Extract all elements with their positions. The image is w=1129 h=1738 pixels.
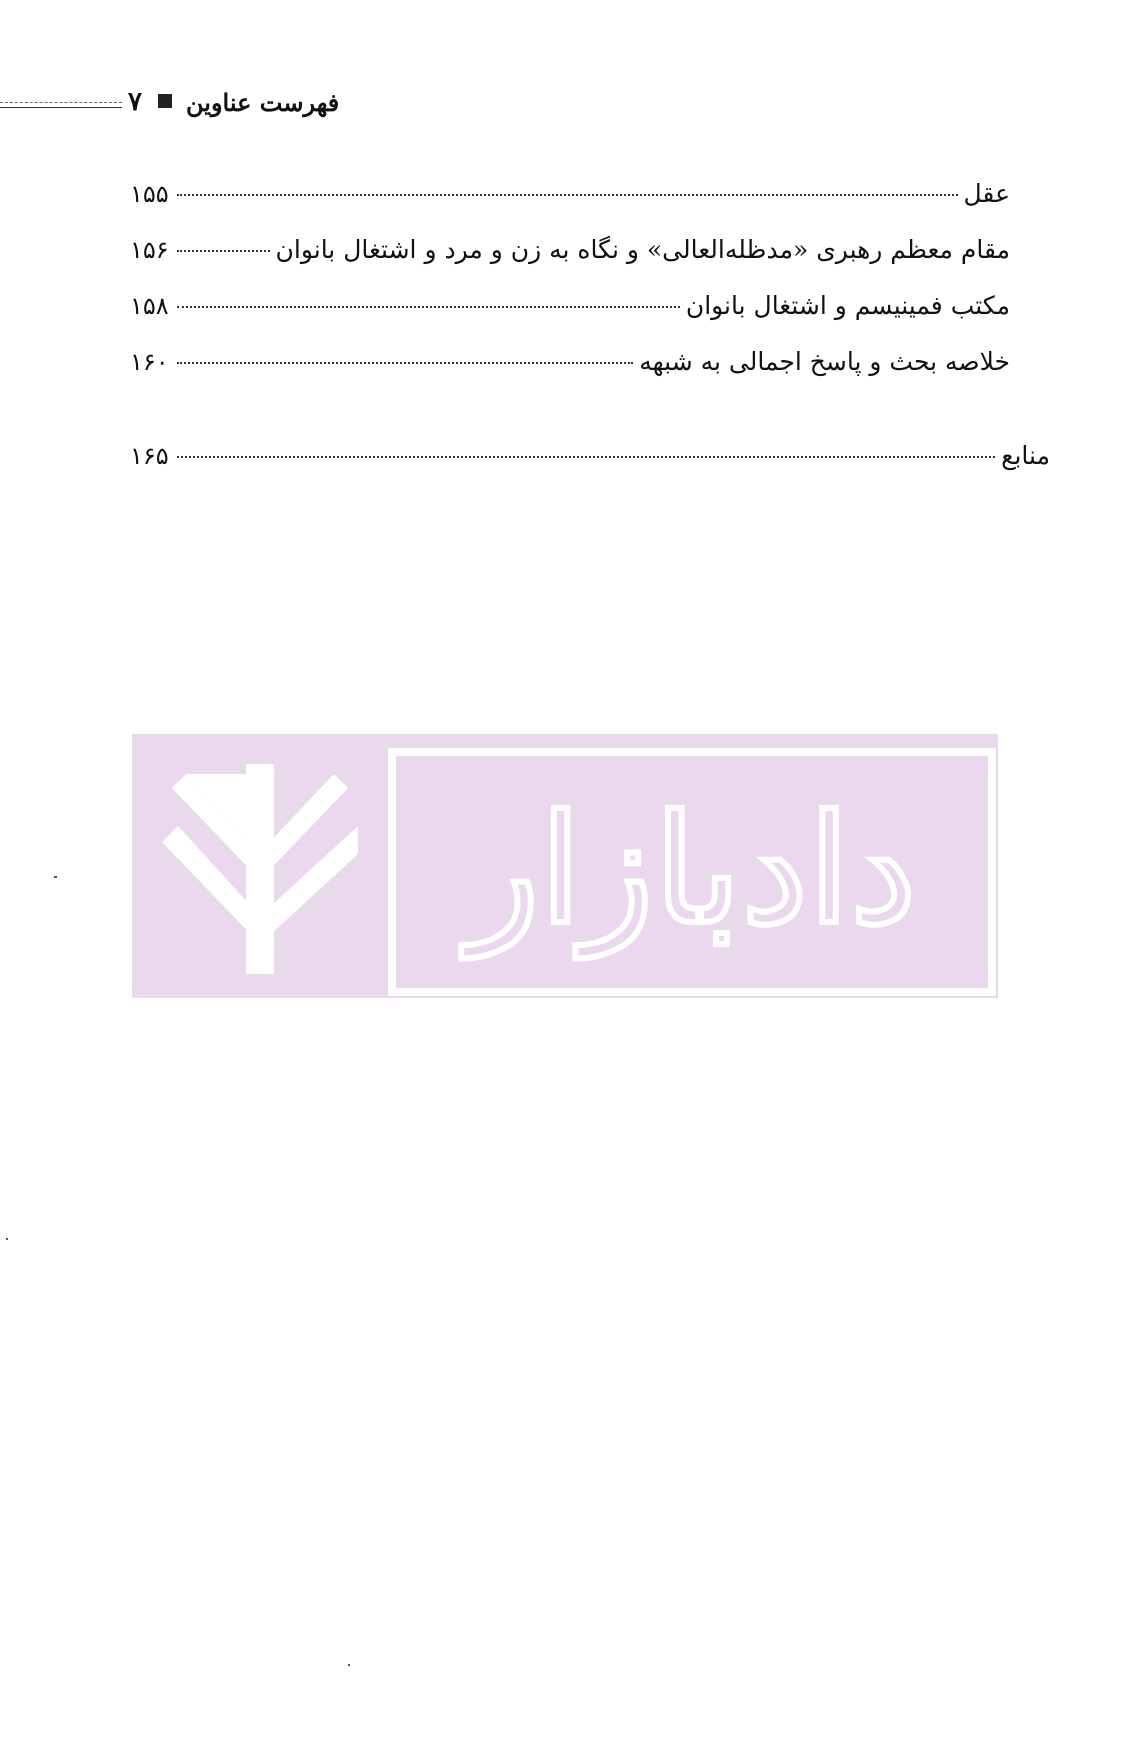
square-bullet-icon (158, 94, 172, 108)
scan-speck (54, 876, 57, 878)
toc-entry (130, 438, 1050, 474)
toc-entry (130, 344, 1010, 380)
toc-page-number: ۱۵۸ (130, 292, 169, 320)
dot-leader (177, 306, 680, 308)
toc-entry-title: عقل (963, 179, 1010, 208)
header-rule (0, 107, 122, 108)
tree-logo-icon (132, 734, 384, 998)
page-title: فهرست عناوین (186, 88, 340, 117)
watermark-text-box (388, 748, 996, 996)
toc-entry-title: خلاصه بحث و پاسخ اجمالی به شبهه (639, 347, 1010, 376)
toc-page-number: ۱۶۵ (130, 442, 169, 470)
running-header (0, 86, 340, 126)
toc-page-number: ۱۵۶ (130, 236, 169, 264)
dot-leader (177, 456, 996, 458)
toc-page-number: ۱۵۵ (130, 180, 169, 208)
scan-speck (6, 1238, 8, 1240)
toc-entry (130, 232, 1010, 268)
toc-entry-title: مقام معظم رهبری «مدظله‌العالی» و نگاه به زن و مرد و اشتغال بانوان (275, 235, 1010, 264)
dot-leader (177, 362, 634, 364)
page-number: ۷ (128, 87, 142, 117)
header-rule (0, 102, 122, 103)
dot-leader (177, 250, 270, 252)
toc-entry (130, 288, 1010, 324)
toc-page-number: ۱۶۰ (130, 348, 169, 376)
scan-speck (348, 1664, 350, 1666)
toc-entry-title: منابع (1001, 441, 1050, 470)
watermark (132, 734, 998, 998)
toc-entry (130, 176, 1010, 212)
watermark-text: دادبازار (467, 784, 917, 958)
toc-entry-title: مکتب فمینیسم و اشتغال بانوان (685, 291, 1010, 320)
dot-leader (177, 194, 958, 196)
